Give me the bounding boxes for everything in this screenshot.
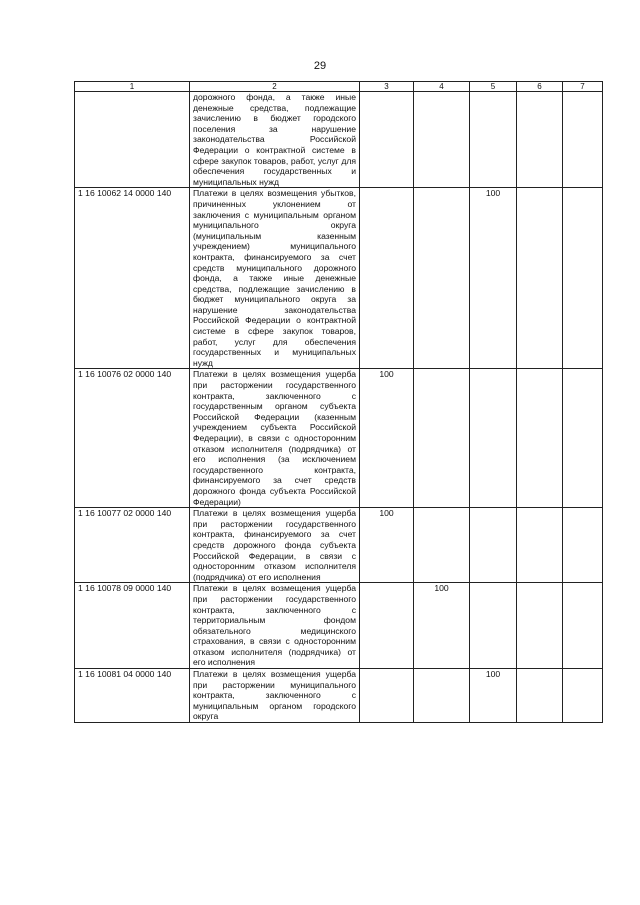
column-header: 7 [563, 82, 603, 92]
table-row [75, 92, 603, 188]
table-row [75, 369, 603, 508]
norm-cell-7 [563, 369, 603, 508]
table-row [75, 669, 603, 723]
income-name-cell: Платежи в целях возмещения ущерба при расторжении муниципального контракта, заключенного с муниципальным органом городского округа [190, 669, 360, 723]
norm-cell-3 [360, 669, 414, 723]
income-name-cell: Платежи в целях возмещения ущерба при расторжении государственного контракта, заключенного с территориальным фондом обязательного медицинского страхования, в связи с односторонним отказом исполнителя (подрядчика) от его исполнения [190, 583, 360, 669]
norm-cell-4 [414, 188, 470, 369]
page-number: 29 [313, 60, 327, 72]
column-header: 2 [190, 82, 360, 92]
income-name-cell: дорожного фонда, а также иные денежные средства, подлежащие зачислению в бюджет городского поселения за нарушение законодательства Российской Федерации о контрактной системе в сфере закупок товаров, работ, услуг для обеспечения государственных и муниципальных нужд [190, 92, 360, 188]
norm-cell-6 [517, 92, 563, 188]
norm-cell-3 [360, 188, 414, 369]
column-header: 4 [414, 82, 470, 92]
income-code-cell: 1 16 10077 02 0000 140 [75, 508, 190, 583]
table-row [75, 583, 603, 669]
table-header-row [75, 82, 603, 92]
norm-cell-4 [414, 508, 470, 583]
income-name-cell: Платежи в целях возмещения ущерба при расторжении государственного контракта, финансируемого за счет средств дорожного фонда субъекта Российской Федерации, в связи с односторонним отказом исполнителя (подрядчика) от его исполнения [190, 508, 360, 583]
norm-cell-5 [470, 369, 517, 508]
norm-cell-6 [517, 669, 563, 723]
column-header: 6 [517, 82, 563, 92]
norm-cell-7 [563, 583, 603, 669]
norm-cell-4 [414, 92, 470, 188]
norm-cell-7 [563, 669, 603, 723]
norm-cell-5: 100 [470, 188, 517, 369]
column-header: 5 [470, 82, 517, 92]
norm-cell-6 [517, 583, 563, 669]
income-code-cell: 1 16 10062 14 0000 140 [75, 188, 190, 369]
income-name-cell: Платежи в целях возмещения ущерба при расторжении государственного контракта, заключенного с государственным органом субъекта Российской Федерации (казенным учреждением субъекта Российской Федерации), в связи с односторонним отказом исполнителя (подрядчика) от его исполнения (за исключением государственного контракта, финансируемого за счет средств дорожного фонда субъекта Российской Федерации) [190, 369, 360, 508]
budget-classification-table [74, 81, 603, 723]
norm-cell-3 [360, 92, 414, 188]
norm-cell-6 [517, 188, 563, 369]
norm-cell-3 [360, 583, 414, 669]
table-row [75, 508, 603, 583]
norm-cell-7 [563, 188, 603, 369]
norm-cell-3: 100 [360, 508, 414, 583]
norm-cell-4 [414, 369, 470, 508]
norm-cell-5 [470, 508, 517, 583]
norm-cell-7 [563, 92, 603, 188]
norm-cell-5 [470, 583, 517, 669]
norm-cell-5 [470, 92, 517, 188]
norm-cell-7 [563, 508, 603, 583]
norm-cell-6 [517, 508, 563, 583]
column-header: 3 [360, 82, 414, 92]
income-name-cell: Платежи в целях возмещения убытков, причиненных уклонением от заключения с муниципальным органом муниципального округа (муниципальным казенным учреждением) муниципального контракта, финансируемого за счет средств муниципального дорожного фонда, а также иные денежные средства, подлежащие зачислению в бюджет муниципального округа за нарушение законодательства Российской Федерации о контрактной системе в сфере закупок товаров, работ, услуг для обеспечения государственных и муниципальных нужд [190, 188, 360, 369]
norm-cell-3: 100 [360, 369, 414, 508]
table-row [75, 188, 603, 369]
norm-cell-5: 100 [470, 669, 517, 723]
income-code-cell: 1 16 10078 09 0000 140 [75, 583, 190, 669]
column-header: 1 [75, 82, 190, 92]
income-code-cell [75, 92, 190, 188]
norm-cell-4: 100 [414, 583, 470, 669]
income-code-cell: 1 16 10081 04 0000 140 [75, 669, 190, 723]
norm-cell-4 [414, 669, 470, 723]
norm-cell-6 [517, 369, 563, 508]
income-code-cell: 1 16 10076 02 0000 140 [75, 369, 190, 508]
